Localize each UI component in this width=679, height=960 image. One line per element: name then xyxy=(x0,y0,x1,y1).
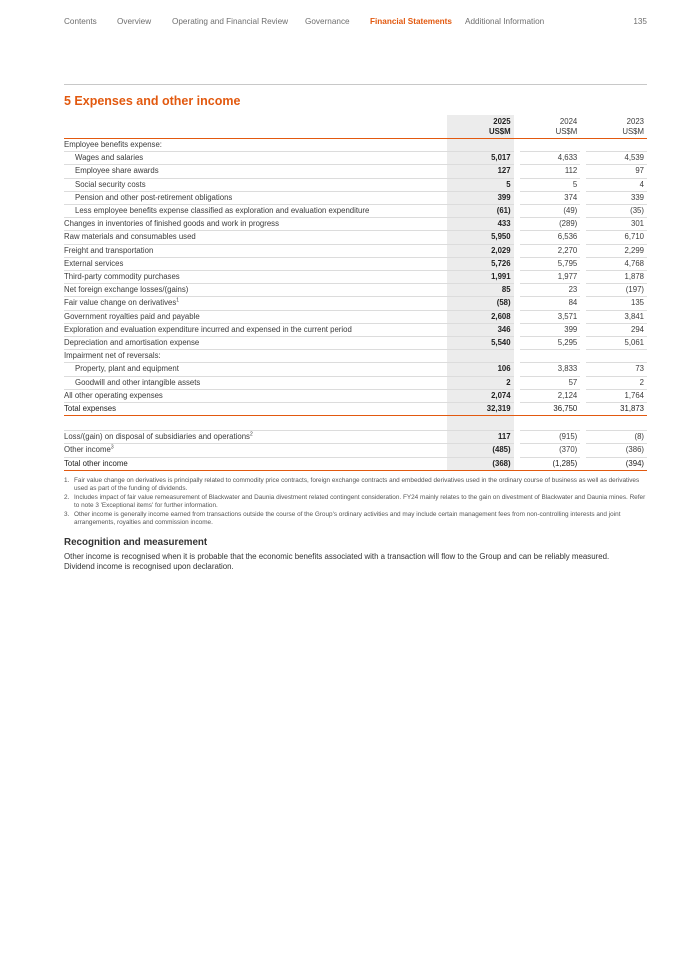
value-2024: 84 xyxy=(520,297,581,310)
row-label-text: Social security costs xyxy=(75,179,146,189)
value-2023: 4 xyxy=(586,178,647,191)
value-2023: (8) xyxy=(586,431,647,444)
value-2023: 294 xyxy=(586,323,647,336)
value-2025: 85 xyxy=(447,284,514,297)
value-2023: 1,764 xyxy=(586,389,647,402)
page-number: 135 xyxy=(633,17,647,26)
table-row xyxy=(64,165,647,178)
table-row xyxy=(64,152,647,165)
row-label-text: Raw materials and consumables used xyxy=(64,232,196,242)
nav-operating-financial-review[interactable]: Operating and Financial Review xyxy=(172,17,289,26)
value-2024: 36,750 xyxy=(520,403,581,416)
value-2025: 2,029 xyxy=(447,244,514,257)
value-2024: (370) xyxy=(520,444,581,457)
value-2025: 32,319 xyxy=(447,403,514,416)
header-divider xyxy=(64,84,647,85)
row-label xyxy=(64,444,447,457)
footnote-number: 2. xyxy=(64,494,70,502)
row-label xyxy=(64,403,447,416)
footnote-ref: 1 xyxy=(176,297,180,304)
value-2023: 339 xyxy=(586,191,647,204)
value-2025: (485) xyxy=(447,444,514,457)
row-label xyxy=(64,431,447,444)
value-2023: 3,841 xyxy=(586,310,647,323)
header-year: 2025 xyxy=(493,117,511,126)
table-row xyxy=(64,337,647,350)
value-2025: (58) xyxy=(447,297,514,310)
row-label-text: Total expenses xyxy=(64,404,117,414)
header-year: 2024 xyxy=(559,117,578,126)
value-2023: 73 xyxy=(586,363,647,376)
table-row xyxy=(64,431,647,444)
value-2024: (289) xyxy=(520,218,581,231)
table-row xyxy=(64,218,647,231)
row-label xyxy=(64,323,447,336)
header-2023 xyxy=(586,115,647,139)
value-2024: (1,285) xyxy=(520,457,581,470)
value-2025: 106 xyxy=(447,363,514,376)
row-label-text: Wages and salaries xyxy=(75,153,144,163)
value-2023: 301 xyxy=(586,218,647,231)
value-2024: 4,633 xyxy=(520,152,581,165)
row-label xyxy=(64,152,447,165)
table-row xyxy=(64,403,647,416)
value-2023 xyxy=(586,416,647,431)
row-label xyxy=(64,205,447,218)
nav-governance[interactable]: Governance xyxy=(305,17,350,26)
value-2024: 3,571 xyxy=(520,310,581,323)
value-2024: 5,295 xyxy=(520,337,581,350)
value-2025: 127 xyxy=(447,165,514,178)
value-2025: 2,608 xyxy=(447,310,514,323)
row-label-text: Freight and transportation xyxy=(64,245,154,255)
row-label-text: Changes in inventories of finished goods and work in progress xyxy=(64,219,279,229)
table-body xyxy=(64,139,647,471)
header-unit: US$M xyxy=(555,126,578,136)
row-label-text: Net foreign exchange losses/(gains) xyxy=(64,285,189,295)
value-2025: 433 xyxy=(447,218,514,231)
table-header-row xyxy=(64,115,647,139)
value-2025: 5,726 xyxy=(447,257,514,270)
table-row xyxy=(64,350,647,363)
recognition-text: Other income is recognised when it is probable that the economic benefits associated with a transaction will flow to the Group and can be reliably measured. Dividend income is recognised upon declaration. xyxy=(64,552,610,572)
footnote-text: Fair value change on derivatives is principally related to commodity price contracts, foreign exchange contracts and embedded derivatives used in the ordinary course of business as well as derivatives used as part of the funding of dividends. xyxy=(74,477,640,492)
row-label xyxy=(64,257,447,270)
table-row xyxy=(64,257,647,270)
nav-financial-statements[interactable]: Financial Statements xyxy=(370,17,452,26)
value-2025: 399 xyxy=(447,191,514,204)
footnote-ref: 3 xyxy=(110,444,114,451)
table-row xyxy=(64,244,647,257)
recognition-heading: Recognition and measurement xyxy=(64,537,208,548)
value-2023: 5,061 xyxy=(586,337,647,350)
row-label xyxy=(64,389,447,402)
header-unit: US$M xyxy=(488,126,511,136)
top-navigation xyxy=(64,17,647,29)
table-row xyxy=(64,323,647,336)
row-label-text: External services xyxy=(64,258,124,268)
value-2024: (49) xyxy=(520,205,581,218)
value-2024: 1,977 xyxy=(520,271,581,284)
header-2025 xyxy=(447,115,514,139)
value-2024: 5 xyxy=(520,178,581,191)
row-label xyxy=(64,363,447,376)
table-row xyxy=(64,444,647,457)
value-2023: 1,878 xyxy=(586,271,647,284)
value-2025: 5,017 xyxy=(447,152,514,165)
section-title: 5 Expenses and other income xyxy=(64,94,241,108)
row-label-text: Property, plant and equipment xyxy=(75,364,179,374)
value-2025: 1,991 xyxy=(447,271,514,284)
row-label-text: Employee benefits expense: xyxy=(64,140,162,149)
value-2023: 6,710 xyxy=(586,231,647,244)
table-row xyxy=(64,363,647,376)
value-2023: (197) xyxy=(586,284,647,297)
value-2024: 23 xyxy=(520,284,581,297)
row-label-text: Exploration and evaluation expenditure incurred and expensed in the current period xyxy=(64,324,352,334)
nav-additional-information[interactable]: Additional Information xyxy=(465,17,545,26)
expenses-table-container xyxy=(64,115,647,471)
value-2024: 5,795 xyxy=(520,257,581,270)
value-2023: 2 xyxy=(586,376,647,389)
footnote-ref: 2 xyxy=(249,431,253,438)
row-label-text: Goodwill and other intangible assets xyxy=(75,377,201,387)
footnote xyxy=(64,511,647,527)
value-2023: 4,768 xyxy=(586,257,647,270)
value-2025: (61) xyxy=(447,205,514,218)
expenses-table xyxy=(64,115,647,471)
footnote xyxy=(64,494,647,510)
row-label-text: Pension and other post-retirement obligations xyxy=(75,192,233,202)
value-2024: 399 xyxy=(520,323,581,336)
row-label xyxy=(64,218,447,231)
row-label xyxy=(64,271,447,284)
value-2024: (915) xyxy=(520,431,581,444)
row-label xyxy=(64,244,447,257)
value-2024 xyxy=(520,139,581,152)
table-row xyxy=(64,457,647,470)
value-2023: 4,539 xyxy=(586,152,647,165)
value-2025 xyxy=(447,416,514,431)
row-label-text: Depreciation and amortisation expense xyxy=(64,338,200,348)
value-2024: 57 xyxy=(520,376,581,389)
row-label xyxy=(64,310,447,323)
row-label-text: Government royalties paid and payable xyxy=(64,311,200,321)
value-2024: 3,833 xyxy=(520,363,581,376)
table-row xyxy=(64,284,647,297)
value-2024: 2,124 xyxy=(520,389,581,402)
row-label xyxy=(64,191,447,204)
row-label-text: Impairment net of reversals: xyxy=(64,351,161,361)
row-label-text: Employee share awards xyxy=(75,166,159,176)
value-2024: 2,270 xyxy=(520,244,581,257)
value-2025: 2,074 xyxy=(447,389,514,402)
row-label xyxy=(64,178,447,191)
table-row xyxy=(64,416,647,431)
header-label-cell xyxy=(64,115,447,139)
footnote xyxy=(64,477,647,493)
header-unit: US$M xyxy=(622,126,644,136)
footnote-text: Includes impact of fair value remeasurement of Blackwater and Daunia divestment related contingent consideration. FY24 mainly relates to the gain on divestment of Blackwater and Daunia mines. Refer to note 3 'Exceptional items' for further information. xyxy=(74,494,646,509)
row-label xyxy=(64,297,447,310)
row-label xyxy=(64,139,447,152)
value-2023: 135 xyxy=(586,297,647,310)
value-2023: 2,299 xyxy=(586,244,647,257)
row-label xyxy=(64,416,447,431)
table-row xyxy=(64,231,647,244)
value-2025 xyxy=(447,139,514,152)
row-label xyxy=(64,350,447,363)
row-label xyxy=(64,376,447,389)
footnote-text: Other income is generally income earned from transactions outside the course of the Group's ordinary activities and may include certain management fees from non-controlling interests and joint arrangements, royalties and commission income. xyxy=(74,511,621,526)
value-2023: 97 xyxy=(586,165,647,178)
table-row xyxy=(64,139,647,152)
value-2025: 117 xyxy=(447,431,514,444)
row-label xyxy=(64,284,447,297)
nav-overview[interactable]: Overview xyxy=(117,17,152,26)
value-2024: 6,536 xyxy=(520,231,581,244)
row-label xyxy=(64,165,447,178)
row-label-text: All other operating expenses xyxy=(64,390,163,400)
row-label-text: Fair value change on derivatives xyxy=(64,298,177,308)
footnote-number: 1. xyxy=(64,477,70,484)
row-label-text: Loss/(gain) on disposal of subsidiaries and operations xyxy=(64,432,250,442)
value-2025: 5,950 xyxy=(447,231,514,244)
row-label-text: Third-party commodity purchases xyxy=(64,272,180,282)
value-2023: (35) xyxy=(586,205,647,218)
row-label-text: Total other income xyxy=(64,458,128,468)
row-label xyxy=(64,457,447,470)
table-row xyxy=(64,376,647,389)
row-label xyxy=(64,337,447,350)
footnote-number: 3. xyxy=(64,511,70,519)
value-2025: 5,540 xyxy=(447,337,514,350)
value-2025: 5 xyxy=(447,178,514,191)
value-2024 xyxy=(520,416,581,431)
table-row xyxy=(64,389,647,402)
header-2024 xyxy=(520,115,581,139)
value-2024 xyxy=(520,350,581,363)
row-label-text: Other income xyxy=(64,445,111,455)
table-row xyxy=(64,310,647,323)
row-label-text: Less employee benefits expense classified as exploration and evaluation expenditure xyxy=(75,206,370,216)
value-2025 xyxy=(447,350,514,363)
value-2025: 346 xyxy=(447,323,514,336)
table-row xyxy=(64,178,647,191)
value-2023 xyxy=(586,350,647,363)
value-2023: (394) xyxy=(586,457,647,470)
nav-contents[interactable]: Contents xyxy=(64,17,97,26)
header-year: 2023 xyxy=(626,117,644,126)
table-row xyxy=(64,271,647,284)
footnotes xyxy=(64,477,647,528)
table-row xyxy=(64,297,647,310)
table-row xyxy=(64,191,647,204)
value-2023: 31,873 xyxy=(586,403,647,416)
value-2024: 112 xyxy=(520,165,581,178)
value-2024: 374 xyxy=(520,191,581,204)
value-2025: 2 xyxy=(447,376,514,389)
value-2023 xyxy=(586,139,647,152)
row-label xyxy=(64,231,447,244)
value-2023: (386) xyxy=(586,444,647,457)
value-2025: (368) xyxy=(447,457,514,470)
table-row xyxy=(64,205,647,218)
